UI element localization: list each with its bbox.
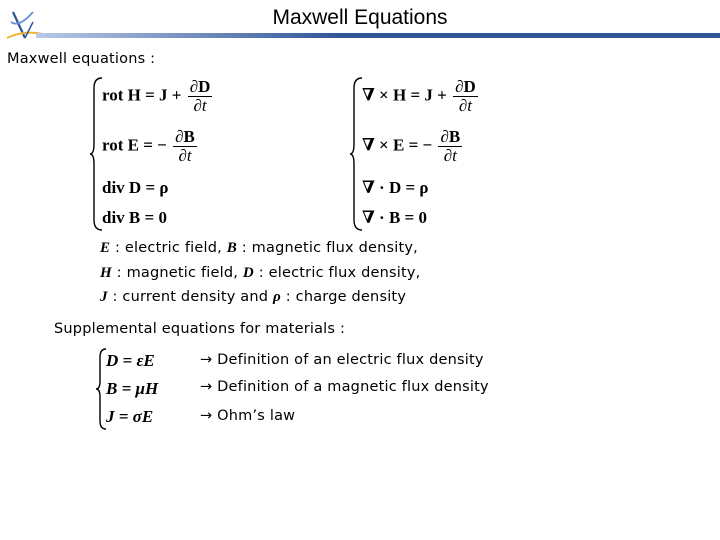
title-bar (36, 33, 720, 38)
supplemental-heading: Supplemental equations for materials : (54, 321, 346, 337)
supplemental-equation: D = εE (106, 351, 155, 370)
symbol: B (226, 240, 237, 256)
equation-row (362, 78, 478, 115)
equation-row: div D = ρ (102, 178, 169, 197)
fraction-numerator: ∂B (175, 127, 195, 146)
equation-lhs: rot E = − (102, 135, 172, 155)
symbol: D (242, 265, 254, 281)
maxwell-equations-rot-div (90, 76, 240, 232)
definition-text: → Definition of a magnetic flux density (200, 379, 489, 395)
legend-text: : current density and (107, 289, 273, 305)
fraction-denominator: ∂t (193, 96, 207, 115)
legend-text: : magnetic field, (111, 265, 243, 281)
symbol: H (100, 265, 112, 281)
equation-row (102, 78, 212, 115)
legend-text: : electric field, (110, 240, 227, 256)
fraction-denominator: ∂t (458, 96, 472, 115)
definition-text: → Ohm’s law (200, 408, 296, 424)
maxwell-heading: Maxwell equations : (7, 51, 156, 67)
equation-row (102, 128, 197, 165)
fraction-numerator: ∂D (189, 77, 211, 96)
equation-lhs: ∇ × H = J + (362, 85, 452, 105)
symbol: J (100, 289, 108, 305)
legend-text: : charge density (280, 289, 407, 305)
supplemental-equation: J = σE (106, 407, 154, 426)
equation-row: ∇ · D = ρ (362, 178, 429, 197)
symbol: ρ (273, 289, 281, 305)
legend-line (100, 265, 420, 282)
legend-line (100, 240, 418, 257)
equation-lhs: ∇ × E = − (362, 135, 437, 155)
legend-line (100, 289, 406, 306)
legend-text: : electric flux density, (253, 265, 421, 281)
fraction-denominator: ∂t (443, 146, 457, 165)
definition-text: → Definition of an electric flux density (200, 352, 484, 368)
legend-text: : magnetic flux density, (236, 240, 418, 256)
fraction-denominator: ∂t (178, 146, 192, 165)
equation-row: ∇ · B = 0 (362, 208, 427, 227)
symbol: E (100, 240, 111, 256)
supplemental-equations (96, 347, 196, 431)
fraction-numerator: ∂D (455, 77, 476, 96)
equation-row: div B = 0 (102, 208, 167, 227)
equation-row (362, 128, 462, 165)
supplemental-equation: B = μH (106, 379, 159, 398)
maxwell-equations-nabla (350, 76, 510, 232)
fraction-numerator: ∂B (440, 127, 461, 146)
slide-title: Maxwell Equations (272, 6, 448, 29)
equation-lhs: rot H = J + (102, 85, 186, 105)
